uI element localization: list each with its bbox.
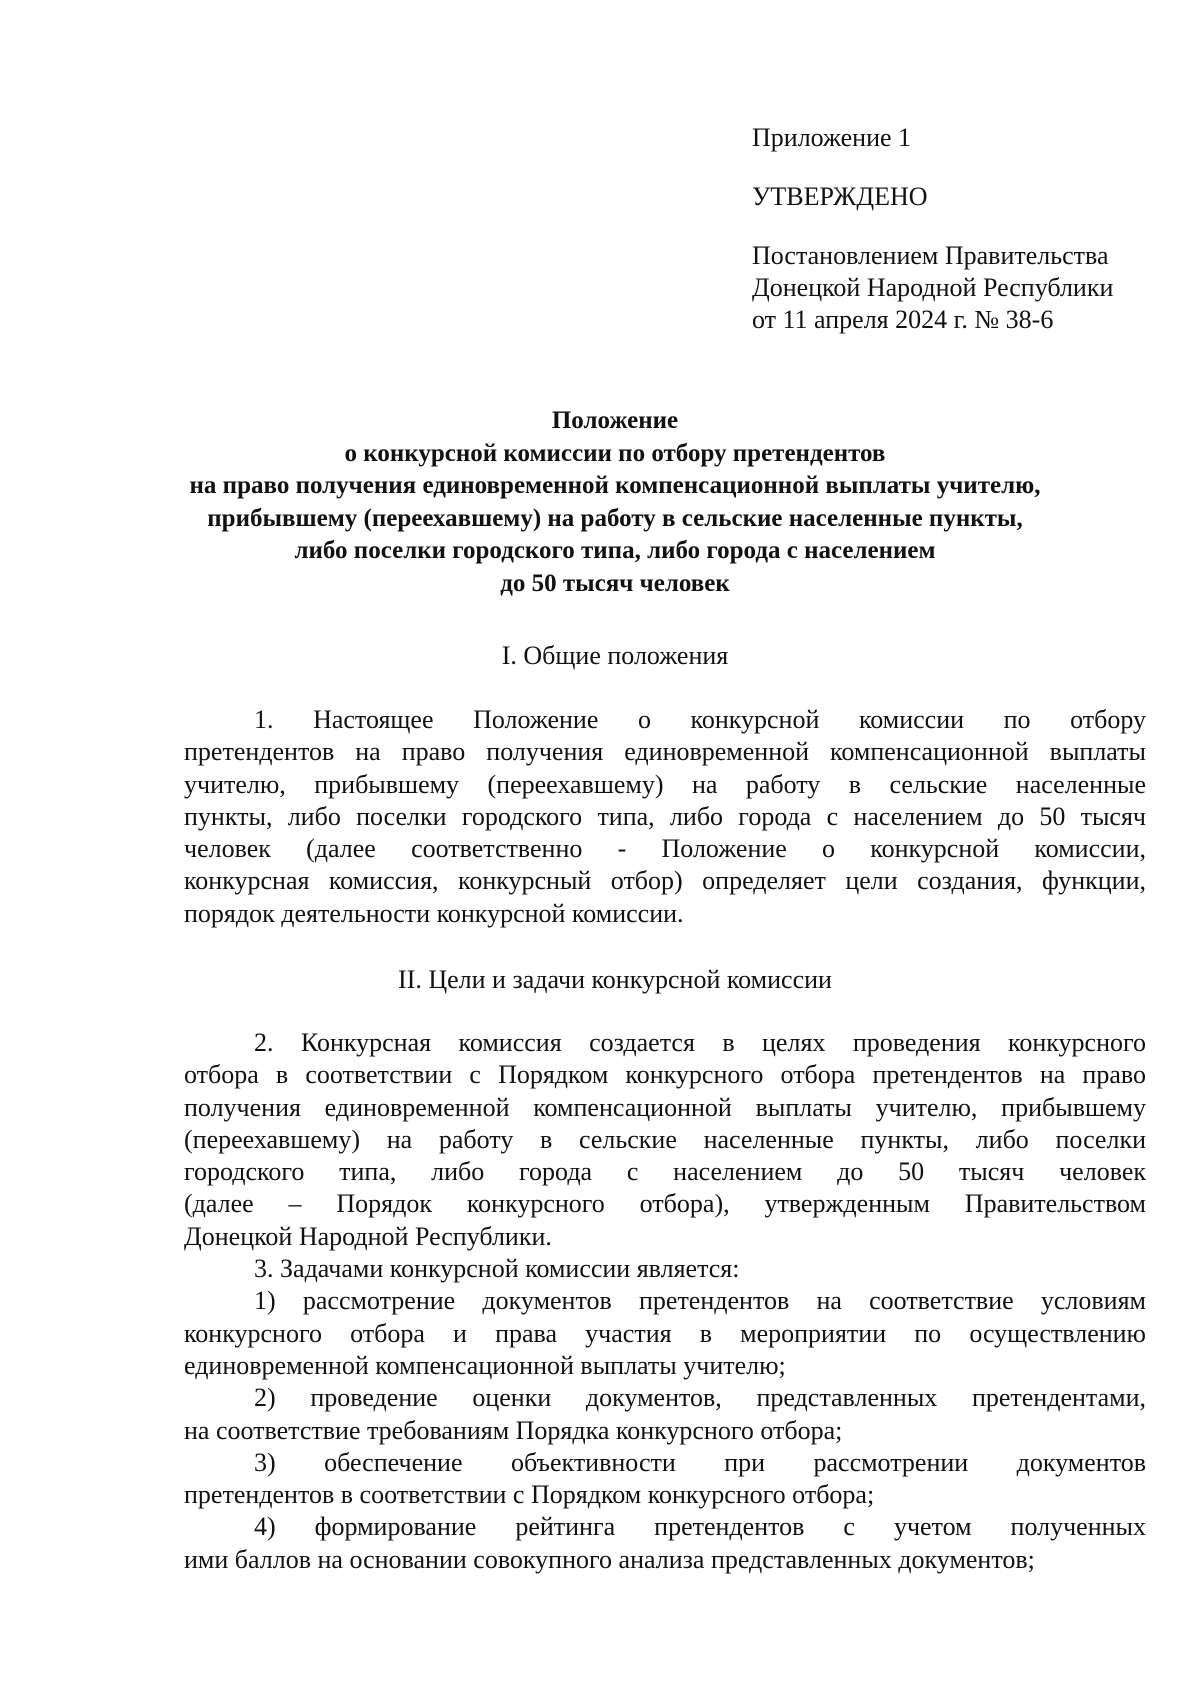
text-line: человек (далее соответственно - Положение о конкурсной комиссии, <box>184 834 1146 864</box>
approval-block <box>752 122 1172 336</box>
section-heading-goals: II. Цели и задачи конкурсной комиссии <box>398 965 832 994</box>
text-line: 3) обеспечение объективности при рассмотрении документов <box>254 1447 1146 1477</box>
text-line: конкурсного отбора и права участия в мероприятии по осуществлению <box>184 1318 1146 1348</box>
title-line: прибывшему (переехавшему) на работу в сельские населенные пункты, <box>207 504 1023 532</box>
text-line: пункты, либо поселки городского типа, либо города с населением до 50 тысяч <box>184 801 1146 831</box>
text-line: 2. Конкурсная комиссия создается в целях проведения конкурсного <box>254 1028 1146 1057</box>
appendix-label: Приложение 1 <box>752 123 912 152</box>
text-line: конкурсная комиссия, конкурсный отбор) определяет цели создания, функции, <box>184 866 1146 896</box>
decree-line: от 11 апреля 2024 г. № 38-6 <box>752 305 1054 334</box>
text-line: на соответствие требованиям Порядка конкурсного отбора; <box>184 1415 843 1445</box>
text-line: порядок деятельности конкурсной комиссии. <box>184 898 684 928</box>
title-line: на право получения единовременной компенсационной выплаты учителю, <box>189 472 1041 499</box>
text-line: учителю, прибывшему (переехавшему) на работу в сельские населенные <box>184 769 1146 799</box>
approved-stamp-text: УТВЕРЖДЕНО <box>752 182 928 211</box>
title-line: о конкурсной комиссии по отбору претендентов <box>344 439 886 467</box>
text-line: ими баллов на основании совокупного анализа представленных документов; <box>184 1544 1035 1574</box>
text-line: 1. Настоящее Положение о конкурсной комиссии по отбору <box>254 705 1146 734</box>
text-line: отбора в соответствии с Порядком конкурсного отбора претендентов на право <box>184 1060 1146 1090</box>
text-line: единовременной компенсационной выплаты учителю; <box>184 1350 786 1380</box>
text-line: получения единовременной компенсационной выплаты учителю, прибывшему <box>184 1092 1146 1122</box>
text-line: городского типа, либо города с населением до 50 тысяч человек <box>184 1157 1146 1187</box>
text-line: (переехавшему) на работу в сельские населенные пункты, либо поселки <box>184 1124 1146 1154</box>
text-line: (далее – Порядок конкурсного отбора), утвержденным Правительством <box>184 1189 1146 1219</box>
section-heading-general: I. Общие положения <box>501 641 729 670</box>
text-line: Донецкой Народной Республики. <box>184 1221 552 1251</box>
decree-line: Донецкой Народной Республики <box>752 273 1114 302</box>
title-line: Положение <box>551 407 679 434</box>
text-line: 1) рассмотрение документов претендентов на соответствие условиям <box>254 1286 1146 1316</box>
decree-line: Постановлением Правительства <box>752 241 1109 270</box>
section-2-body <box>184 1027 1146 1576</box>
title-line: до 50 тысяч человек <box>500 569 730 597</box>
document-title <box>150 405 1080 600</box>
paragraph-1 <box>184 704 1146 930</box>
text-line: 2) проведение оценки документов, представленных претендентами, <box>254 1383 1146 1413</box>
text-line: 3. Задачами конкурсной комиссии является: <box>254 1254 740 1284</box>
text-line: претендентов на право получения единовременной компенсационной выплаты <box>184 737 1146 767</box>
text-line: претендентов в соответствии с Порядком конкурсного отбора; <box>184 1480 875 1510</box>
title-line: либо поселки городского типа, либо города с населением <box>294 537 936 564</box>
text-line: 4) формирование рейтинга претендентов с учетом полученных <box>254 1512 1146 1542</box>
